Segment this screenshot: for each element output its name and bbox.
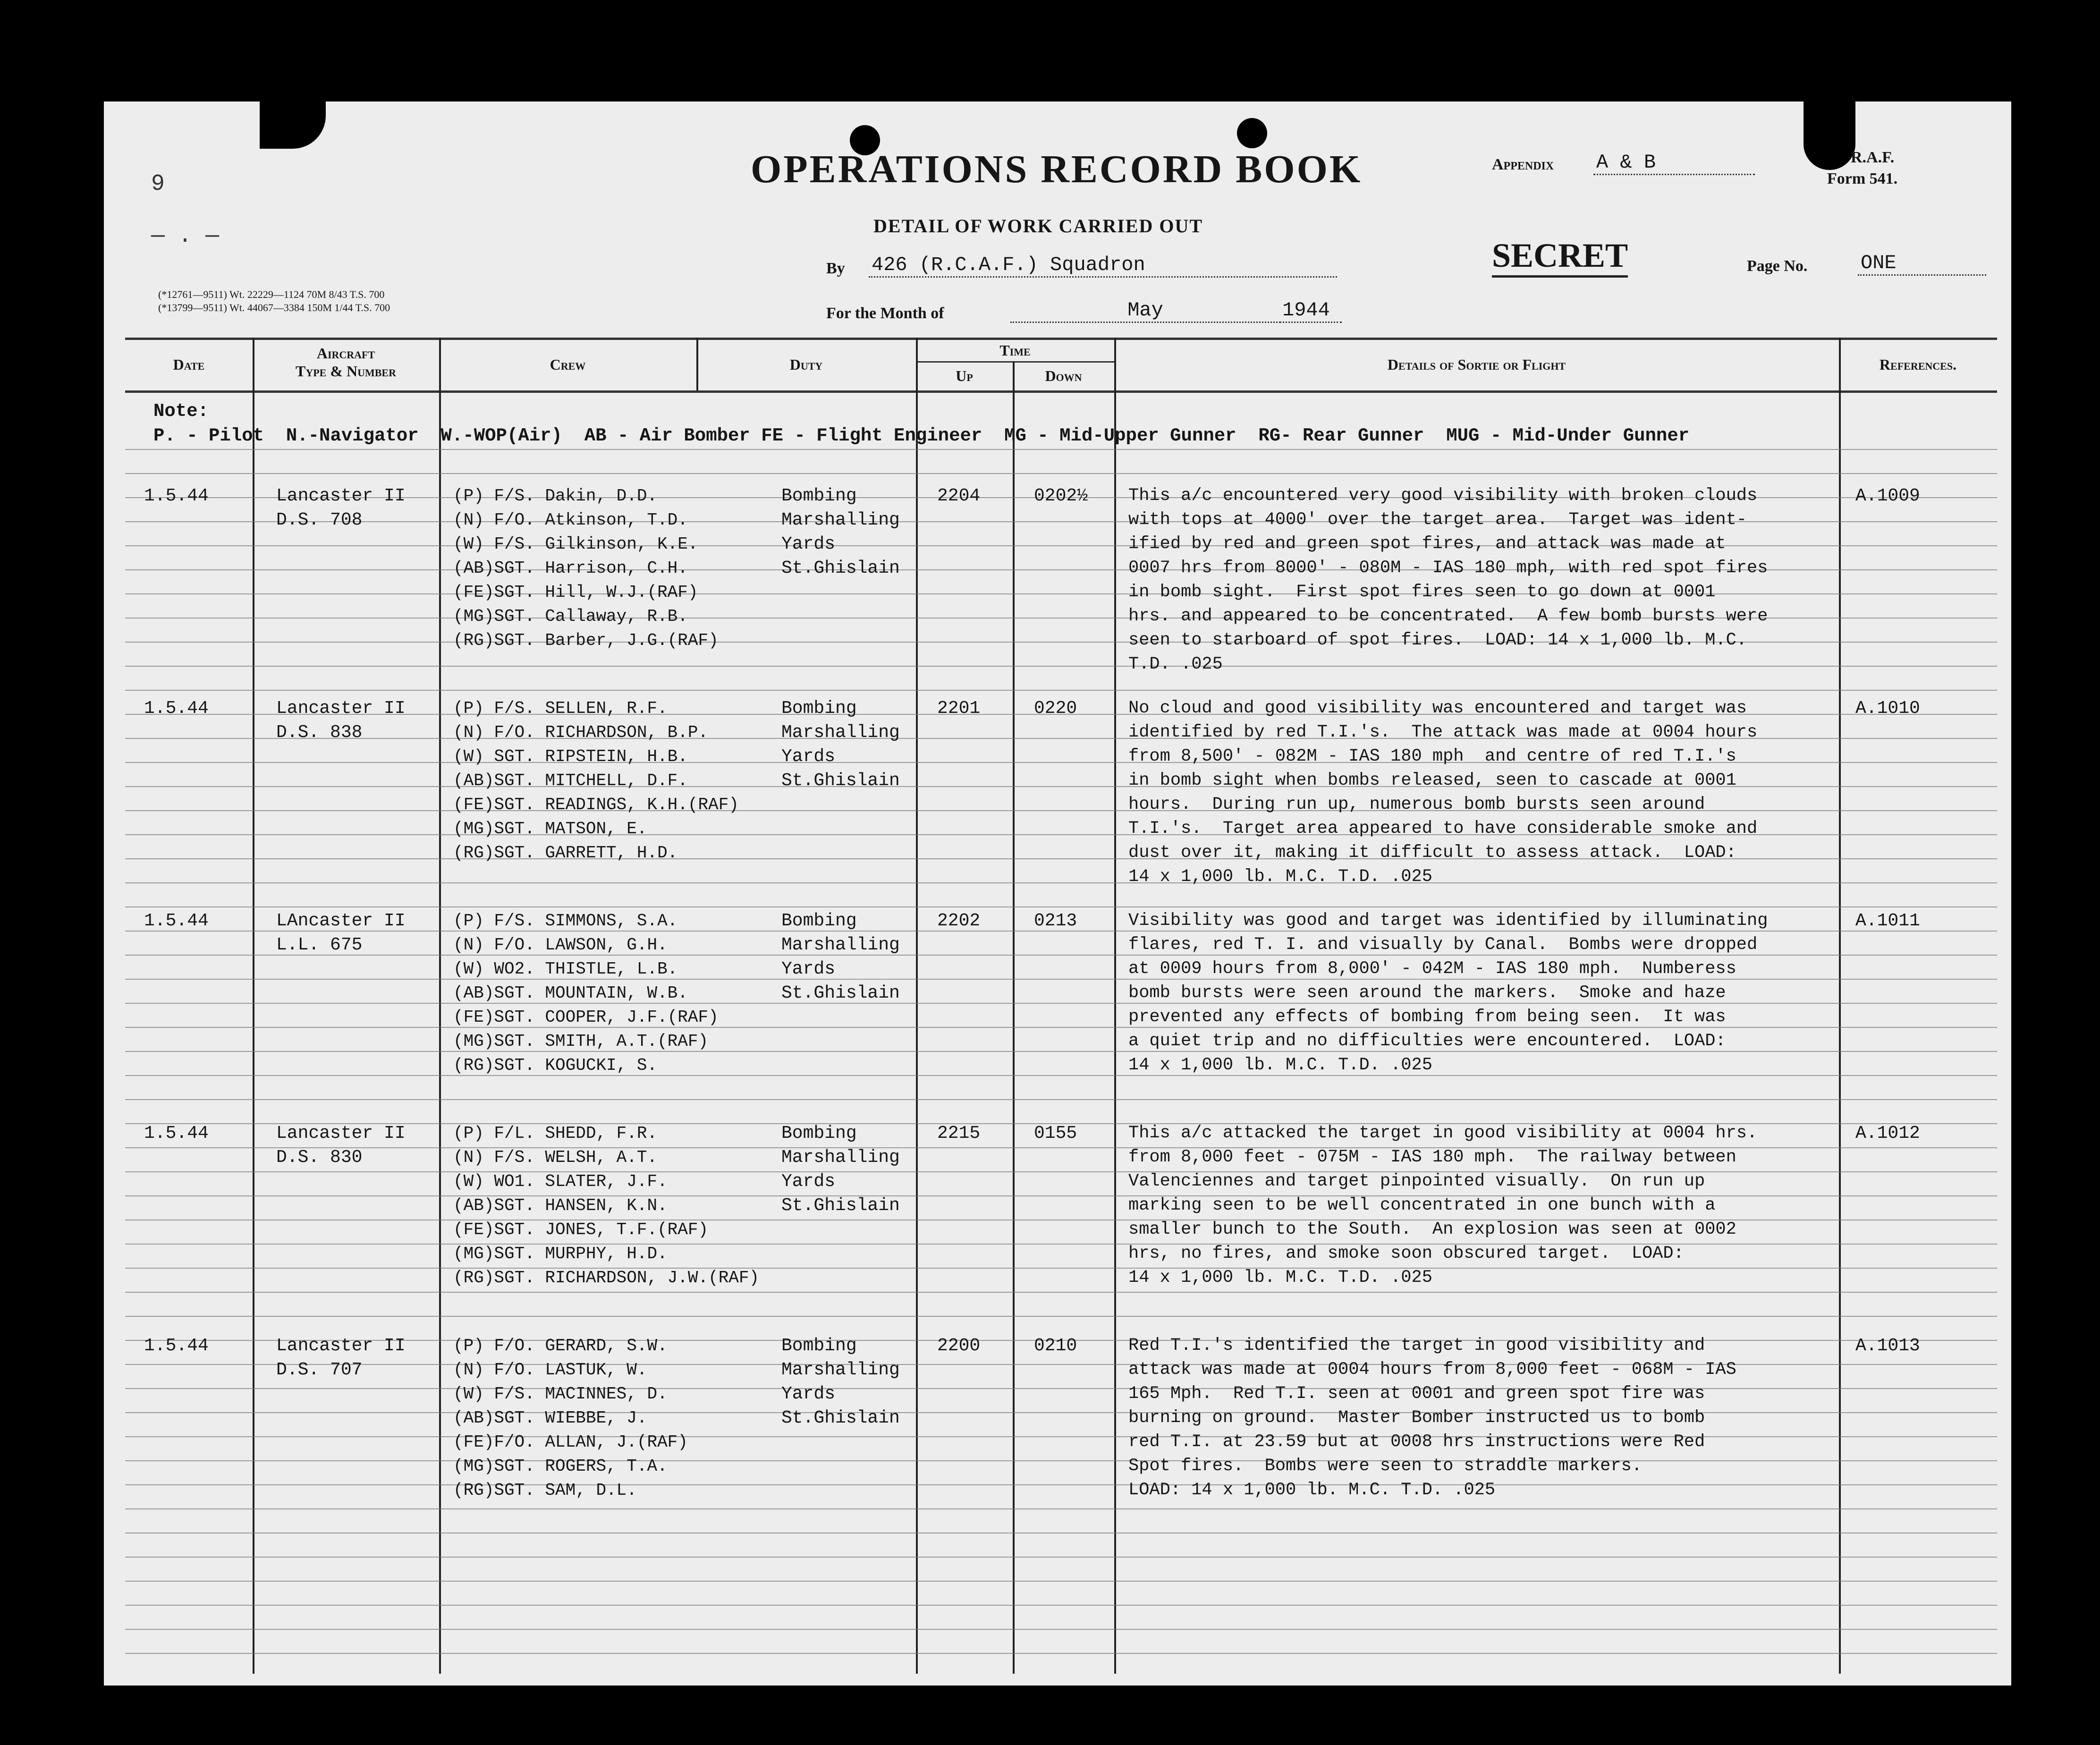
entry-reference: A.1010 <box>1855 698 1920 719</box>
appendix-value: A & B <box>1593 151 1755 175</box>
by-label: By <box>826 260 845 277</box>
entry-date: 1.5.44 <box>144 1123 209 1144</box>
entry-reference: A.1013 <box>1855 1336 1920 1356</box>
entry-aircraft: Lancaster II D.S. 838 <box>276 698 406 743</box>
page-no-label: Page No. <box>1747 257 1808 275</box>
form-sheet <box>104 102 2011 1686</box>
ruled-line <box>125 1292 1997 1293</box>
entry-reference: A.1009 <box>1855 486 1920 506</box>
col-header-time: Time <box>999 342 1031 359</box>
binder-clip <box>1804 102 1855 170</box>
ruled-line <box>125 473 1997 474</box>
entry-details: This a/c encountered very good visibility with broken clouds with tops at 4000' over the target area. Target was ident- ified by red and green spot fires, and attack was made at 0007 hrs from 8000' - 080M - IAS 180 mph, with red spot fires in bomb sight. First spot fires seen to go down at 0001 hrs. and appeared to be concentrated. A few bomb bursts were seen to starboard of spot fires. LOAD: 14 x 1,000 lb. M.C. T.D. .025 <box>1128 486 1768 674</box>
entry-time-down: 0210 <box>1034 1336 1077 1356</box>
entry-reference: A.1012 <box>1855 1123 1920 1144</box>
print-ref-line-1: (*12761—9511) Wt. 22229—1124 70M 8/43 T.S. 700 <box>158 288 385 300</box>
entry-duty: Bombing Marshalling Yards St.Ghislain <box>781 698 900 791</box>
time-sub-rule <box>916 361 1114 363</box>
print-ref-line-2: (*13799—9511) Wt. 44067—3384 150M 1/44 T.S. 700 <box>158 302 390 313</box>
col-header-date: Date <box>173 356 205 373</box>
entry-details: Visibility was good and target was identified by illuminating flares, red T. I. and visually by Canal. Bombs were dropped at 0009 hours from 8,000' - 042M - IAS 180 mph. Numberess bomb bursts were seen around the markers. Smoke and haze prevented any effects of bombing from being seen. It was a quiet trip and no difficulties were encountered. LOAD: 14 x 1,000 lb. M.C. T.D. .025 <box>1128 911 1768 1075</box>
abbreviation-note: Note: P. - Pilot N.-Navigator W.-WOP(Air) AB - Air Bomber FE - Flight Engineer MG - Mid-Upper Gunner RG- Rear Gunner MUG - Mid-Under Gunner <box>153 401 1690 446</box>
col-rule-down <box>1114 338 1116 1674</box>
entry-duty: Bombing Marshalling Yards St.Ghislain <box>781 911 900 1003</box>
ruled-line <box>125 906 1997 907</box>
col-header-crew: Crew <box>550 356 586 373</box>
page-no-value: ONE <box>1858 252 1986 276</box>
print-reference <box>158 288 390 314</box>
squadron-value: 426 (R.C.A.F.) Squadron <box>869 254 1337 278</box>
entry-crew: (P) F/S. SIMMONS, S.A. (N) F/O. LAWSON, G.H. (W) WO2. THISTLE, L.B. (AB)SGT. MOUNTAIN, W.B. (FE)SGT. COOPER, J.F.(RAF) (MG)SGT. SMITH, A.T.(RAF) (RG)SGT. KOGUCKI, S. <box>453 911 719 1075</box>
col-header-up: Up <box>956 367 973 384</box>
col-header-references: References. <box>1879 356 1957 373</box>
col-header-duty: Duty <box>789 356 823 373</box>
header-bottom-rule <box>125 390 1997 393</box>
entry-time-down: 0213 <box>1034 911 1077 931</box>
entry-crew: (P) F/L. SHEDD, F.R. (N) F/S. WELSH, A.T. (W) WO1. SLATER, J.F. (AB)SGT. HANSEN, K.N. (FE)SGT. JONES, T.F.(RAF) (MG)SGT. MURPHY, H.D. (RG)SGT. RICHARDSON, J.W.(RAF) <box>453 1124 760 1288</box>
col-rule-details <box>1839 338 1841 1674</box>
entry-crew: (P) F/S. Dakin, D.D. (N) F/O. Atkinson, T.D. (W) F/S. Gilkinson, K.E. (AB)SGT. Harrison, C.H. (FE)SGT. Hill, W.J.(RAF) (MG)SGT. Callaway, R.B. (RG)SGT. Barber, J.G.(RAF) <box>453 486 719 650</box>
year-value: 1944 <box>1279 299 1342 323</box>
col-rule-up <box>1013 361 1015 1674</box>
secret-stamp: SECRET <box>1492 236 1628 278</box>
ruled-line <box>125 1605 1997 1606</box>
entry-duty: Bombing Marshalling Yards St.Ghislain <box>781 1123 900 1216</box>
entry-time-up: 2201 <box>937 698 981 719</box>
ruled-line <box>125 1316 1997 1317</box>
entry-aircraft: Lancaster II D.S. 830 <box>276 1123 406 1168</box>
form-ref-2: Form 541. <box>1827 170 1898 187</box>
page-subtitle: DETAIL OF WORK CARRIED OUT <box>873 215 1203 237</box>
col-rule-date <box>253 338 254 1674</box>
entry-crew: (P) F/S. SELLEN, R.F. (N) F/O. RICHARDSON, B.P. (W) SGT. RIPSTEIN, H.B. (AB)SGT. MITCHELL, D.F. (FE)SGT. READINGS, K.H.(RAF) (MG)SGT. MATSON, E. (RG)SGT. GARRETT, H.D. <box>453 699 739 863</box>
ruled-line <box>125 1581 1997 1582</box>
entry-time-up: 2202 <box>937 911 981 931</box>
entry-time-down: 0202½ <box>1034 486 1088 506</box>
entry-time-down: 0220 <box>1034 698 1077 719</box>
entry-date: 1.5.44 <box>144 1336 209 1356</box>
entry-details: Red T.I.'s identified the target in good visibility and attack was made at 0004 hours from 8,000 feet - 068M - IAS 165 Mph. Red T.I. seen at 0001 and green spot fire was burning on ground. Master Bomber instructed us to bomb red T.I. at 23.59 but at 0008 hrs instructions were Red Spot fires. Bombs were seen to straddle markers. LOAD: 14 x 1,000 lb. M.C. T.D. .025 <box>1128 1336 1736 1500</box>
ruled-line <box>125 1629 1997 1630</box>
entry-reference: A.1011 <box>1855 911 1920 931</box>
corner-tab <box>260 102 326 149</box>
entry-aircraft: Lancaster II D.S. 708 <box>276 486 406 530</box>
entry-time-up: 2215 <box>937 1123 981 1144</box>
entry-duty: Bombing Marshalling Yards St.Ghislain <box>781 486 900 578</box>
ruled-line <box>125 449 1997 450</box>
entry-details: No cloud and good visibility was encountered and target was identified by red T.I.'s. The attack was made at 0004 hours from 8,500' - 082M - IAS 180 mph and centre of red T.I.'s in bomb sight when bombs released, seen to cascade at 0001 hours. During run up, numerous bomb bursts seen around T.I.'s. Target area appeared to have considerable smoke and dust over it, making it difficult to assess attack. LOAD: 14 x 1,000 lb. M.C. T.D. .025 <box>1128 698 1758 887</box>
entry-time-up: 2204 <box>937 486 981 506</box>
month-label: For the Month of <box>826 305 944 322</box>
month-value: May <box>1010 299 1280 323</box>
ruled-line <box>125 1508 1997 1509</box>
page-title: OPERATIONS RECORD BOOK <box>751 147 1363 191</box>
col-header-down: Down <box>1045 367 1082 384</box>
col-rule-aircraft <box>439 338 441 1674</box>
col-header-aircraft: Aircraft Type & Number <box>296 345 396 380</box>
entry-aircraft: LAncaster II L.L. 675 <box>276 911 406 955</box>
entry-crew: (P) F/O. GERARD, S.W. (N) F/O. LASTUK, W. (W) F/S. MACINNES, D. (AB)SGT. WIEBBE, J. (FE)F/O. ALLAN, J.(RAF) (MG)SGT. ROGERS, T.A. (RG)SGT. SAM, D.L. <box>453 1336 688 1500</box>
table-top-rule <box>125 338 1997 340</box>
ruled-line <box>125 690 1997 691</box>
entry-date: 1.5.44 <box>144 911 209 931</box>
entry-duty: Bombing Marshalling Yards St.Ghislain <box>781 1336 900 1428</box>
ruled-line <box>125 1653 1997 1654</box>
appendix-label: Appendix <box>1492 156 1554 173</box>
punch-hole-right <box>1237 118 1267 148</box>
form-ref-1: R.A.F. <box>1851 149 1895 166</box>
entry-date: 1.5.44 <box>144 698 209 719</box>
ruled-line <box>125 1099 1997 1100</box>
entry-time-down: 0155 <box>1034 1123 1077 1144</box>
entry-date: 1.5.44 <box>144 486 209 506</box>
operations-table <box>125 338 1997 1674</box>
entry-aircraft: Lancaster II D.S. 707 <box>276 1336 406 1380</box>
ruled-line <box>125 1557 1997 1558</box>
entry-details: This a/c attacked the target in good visibility at 0004 hrs. from 8,000 feet - 075M - IAS 180 mph. The railway between Valenciennes and target pinpointed visually. On run up marking seen to be well concentrated in one bunch with a smaller bunch to the South. An explosion was seen at 0002 hrs, no fires, and smoke soon obscured target. LOAD: 14 x 1,000 lb. M.C. T.D. .025 <box>1128 1123 1758 1288</box>
col-header-details: Details of Sortie or Flight <box>1387 356 1566 373</box>
entry-time-up: 2200 <box>937 1336 981 1356</box>
margin-marks: 9 — . — <box>151 171 220 249</box>
